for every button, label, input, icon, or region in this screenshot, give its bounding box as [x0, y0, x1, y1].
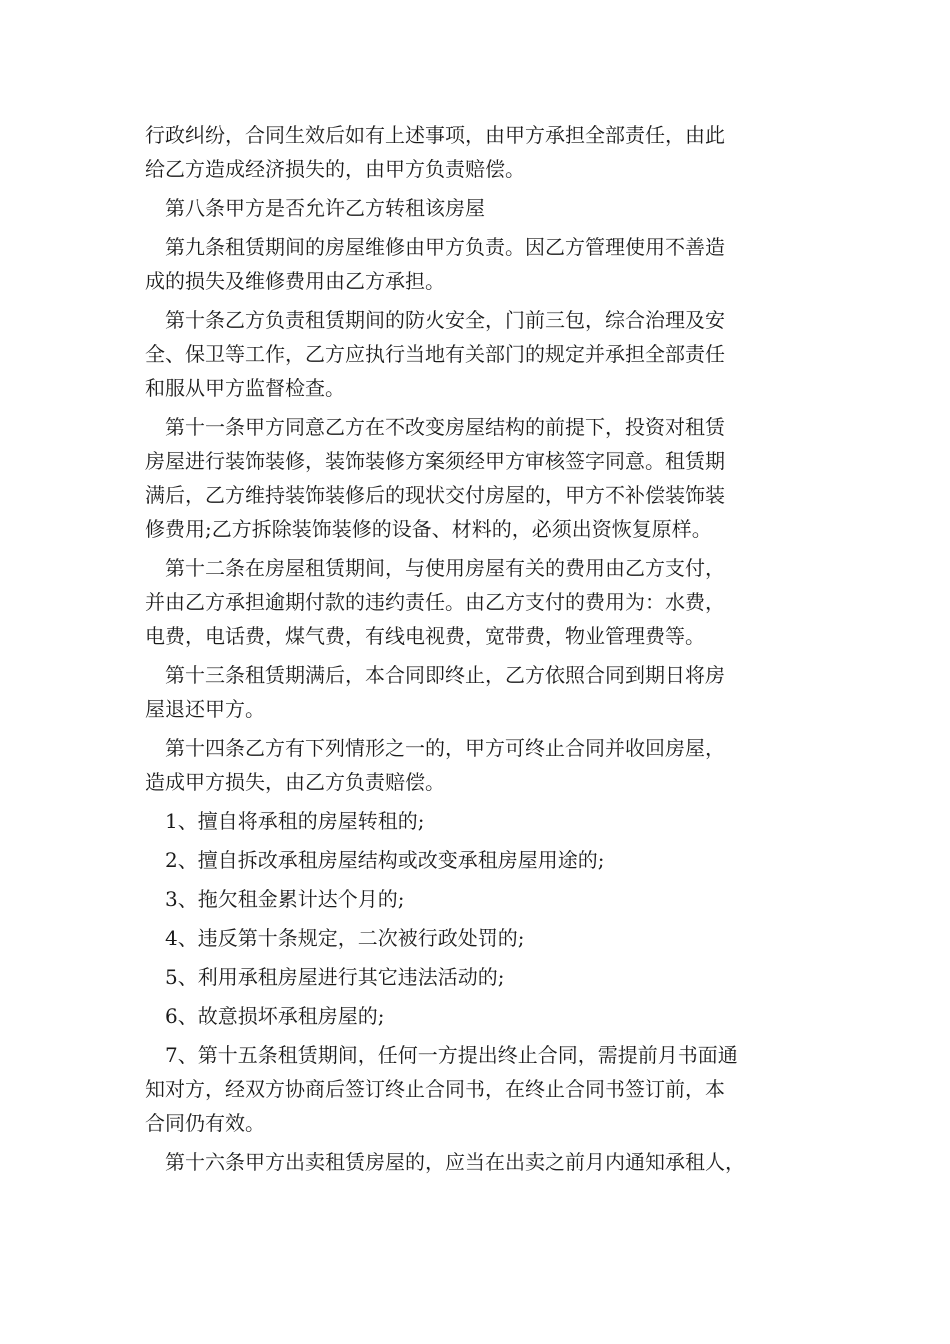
- text-line: 知对方，经双方协商后签订终止合同书，在终止合同书签订前，本: [145, 1077, 725, 1101]
- text-line: 第八条甲方是否允许乙方转租该房屋: [165, 196, 485, 220]
- list-item: 6、故意损坏承租房屋的;: [165, 1004, 385, 1028]
- text-line: 第十三条租赁期满后，本合同即终止，乙方依照合同到期日将房: [165, 663, 725, 687]
- text-line: 和服从甲方监督检查。: [145, 376, 345, 400]
- text-line: 成的损失及维修费用由乙方承担。: [145, 269, 445, 293]
- list-item: 2、擅自拆改承租房屋结构或改变承租房屋用途的;: [165, 848, 605, 872]
- document-page: [145, 118, 810, 1179]
- list-item: 1、擅自将承租的房屋转租的;: [165, 809, 425, 833]
- text-line: 第十条乙方负责租赁期间的防火安全，门前三包，综合治理及安: [165, 308, 725, 332]
- text-line: 第十六条甲方出卖租赁房屋的，应当在出卖之前月内通知承租人，: [165, 1150, 745, 1174]
- list-item: 4、违反第十条规定，二次被行政处罚的;: [165, 926, 525, 950]
- text-line: 合同仍有效。: [145, 1111, 265, 1135]
- text-line: 给乙方造成经济损失的，由甲方负责赔偿。: [145, 157, 525, 181]
- list-item: 3、拖欠租金累计达个月的;: [165, 887, 405, 911]
- text-line: 第十一条甲方同意乙方在不改变房屋结构的前提下，投资对租赁: [165, 415, 725, 439]
- text-line: 房屋进行装饰装修，装饰装修方案须经甲方审核签字同意。租赁期: [145, 449, 725, 473]
- text-line: 修费用;乙方拆除装饰装修的设备、材料的，必须出资恢复原样。: [145, 517, 712, 541]
- list-item: 7、第十五条租赁期间，任何一方提出终止合同，需提前月书面通: [165, 1043, 738, 1067]
- text-line: 第十四条乙方有下列情形之一的，甲方可终止合同并收回房屋，: [165, 736, 725, 760]
- list-item: 5、利用承租房屋进行其它违法活动的;: [165, 965, 505, 989]
- text-line: 造成甲方损失，由乙方负责赔偿。: [145, 770, 445, 794]
- text-line: 屋退还甲方。: [145, 697, 265, 721]
- text-line: 满后，乙方维持装饰装修后的现状交付房屋的，甲方不补偿装饰装: [145, 483, 725, 507]
- text-line: 行政纠纷，合同生效后如有上述事项，由甲方承担全部责任，由此: [145, 123, 725, 147]
- text-line: 第九条租赁期间的房屋维修由甲方负责。因乙方管理使用不善造: [165, 235, 725, 259]
- text-line: 并由乙方承担逾期付款的违约责任。由乙方支付的费用为：水费，: [145, 590, 725, 614]
- text-line: 电费，电话费，煤气费，有线电视费，宽带费，物业管理费等。: [145, 624, 705, 648]
- text-line: 全、保卫等工作，乙方应执行当地有关部门的规定并承担全部责任: [145, 342, 725, 366]
- text-line: 第十二条在房屋租赁期间，与使用房屋有关的费用由乙方支付，: [165, 556, 725, 580]
